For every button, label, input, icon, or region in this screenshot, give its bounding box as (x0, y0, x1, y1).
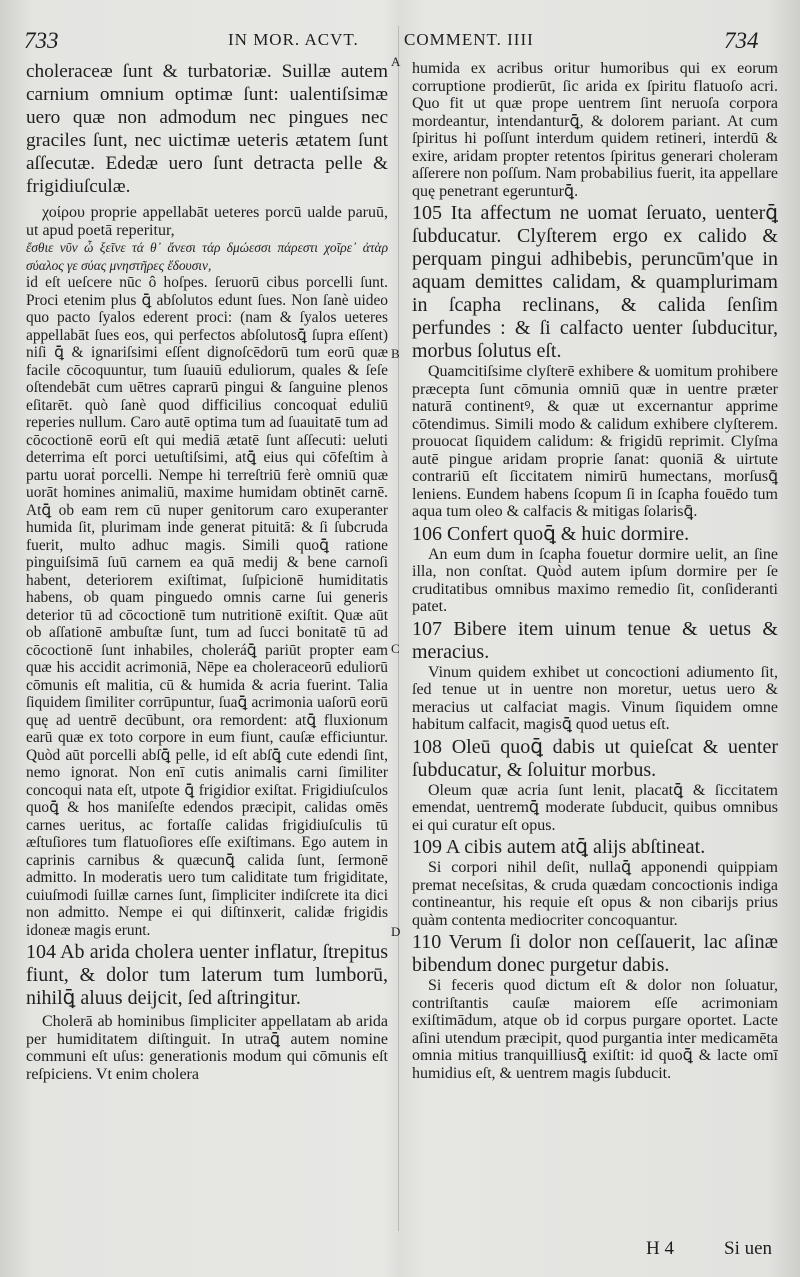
paragraph: χοίρου proprie appellabāt ueteres porcū ualde paruū, ut apud poetā reperitur, (26, 204, 388, 239)
margin-letter-b: B (391, 346, 400, 361)
right-running-title: COMMENT. IIII (404, 30, 534, 49)
lemma-105: 105 Ita affectum ne uomat ſeruato, uenterꝗ̄ ſubducatur. Clyſterem ergo ex calido & perquam pingui adhibebis, peruncūm'que in aquam demittes calidam, & quamplurimam in ſcapha reclinans, & calida ſenſim perfundes : & ſi calfacto uenter ſubducitur, morbus ſolutus eſt. (412, 202, 778, 362)
paragraph: humida ex acribus oritur humoribus qui ex eorum corruptione prodierūt, ſic arida ex ſpiritu flatuoſo acri. Quo fit ut quæ prope uentrem ſint neruoſa corpora mordeantur, intendanturꝗ̄, & dolorem pariant. At cum ſpiritus hi poſſunt interdum quidem retineri, interdū & exire, aridam propter retentos ſpiritus generari choleram aſſerere non poſſum. Nam probabilius fuerit, ita appellare quę penetrant egerunturꝗ̄. (412, 60, 778, 200)
catchword: Si uen (724, 1238, 773, 1259)
margin-letter-c: C (391, 641, 400, 656)
paragraph: Vinum quidem exhibet ut concoctioni adiumento ſit, ſed tenue ut in uentre non moretur, uetus uero & meracius ut calfaciat magis. Vinum ſiquidem omne habitum calfacit, magisꝗ̄ quod uetus eſt. (412, 663, 778, 733)
left-running-title: IN MOR. ACVT. (228, 30, 359, 49)
paragraph: id eſt ueſcere nūc ô hoſpes. ſeruorū cibus porcelli ſunt. Proci etenim plus ꝗ̄ abſolutos edunt ſues. Non ſanè uideo quo pacto ſyalos ederent proci: (nam & ſyalos ueteres appellabāt ſues eos, qui perfectos abſolutosꝗ̄ ſupra eſſent) niſi ꝗ̄ & ignariſsimi eſſent dignoſcēdorū tum eorū quæ facile cōcoquuntur, tum ſuauiū eduliorum, quales & ſeſe oſtendebāt cum uētres caprarū pingui & ſanguine plenos eſitarēt. quò ſanè quod difficilius concoquaṫ eduliū reperies nullum. Caro autē optima tum ad ſuauitatē tum ad cōcoctionē eorū eſt qui mediā ætatē ſunt aſſecuti: ueluti deterrima eſt porci uetuſtiſsimi, atꝗ̄ eius qui cōfeſtim à partu uoraṫ porcelli. Nempe hi terreſtriū ferè omniū quæ uorāt homines animaliū, maxime humidam obtinēt carnē. Atꝗ̄ ob eam rem cū nuper genitorum caro exuperanter humida ſit, plurimam inde generat pituitā: & ſi ſubcruda fuerit, multo adhuc magis. Simili quoꝗ̄ ratione pinguiſsimā ſuū carnem ea quā medij & bene carnoſi habent, deteriorem exiſtimat, ſuſpicionē humiditatis habens, ob quam pinguedo omnis carne ſui generis deterior tū ad cōcoctionē tum nutritionē exiſtit. Quæ aūt ob aſſationē ambuſtæ ſunt, tum ad ſucci bonitatē tū ad cōcoctionē ſunt inhabiles, choleráꝗ̄ pariūt propter eam quæ his accidit acrimoniā, Nēpe ea choleraceorū eduliorū cōmunis eſt malitia, cū & humida & acria fuerint. Talia ſiquidem ſimiliter corrūpuntur, ſuaꝗ̄ acrimonia uaſorū eorū quę ad uentrē decūbunt, ora remordent: atꝗ̄ fluxionum earū quæ ex toto corpore in eum fiunt, cauſæ efficiuntur. Quòd aūt porcelli abſꝗ̄ pelle, id eſt abſꝗ̄ cute edendi ſint, nemo ignorat. Non enī cutis animalis carni ſimiliter concoqui nata eſt, utpote ꝗ̄ frigidior exiſtat. Frigidiuſculos quoꝗ̄ & hos maniſeſte edendos præcipit, calidas omēs carnes ueritus, ac fortaſſe calidas frigidiuſculis tū æſtuſiores tum flatuoſiores eſſe exiſtimans. Ego autem in caprinis carnibus & quæcunꝗ̄ calida ſunt, ſermonē admitto. In moderatis uero tum caliditate tum frigiditate, cuiuſmodi ſuillæ carnes ſunt, ſimpliciter indiſcrete ita dici non admitto. Nempe ei qui diſtinxerit, calidæ frigidis idoneæ magis erunt. (26, 274, 388, 939)
lemma-107: 107 Bibere item uinum tenue & uetus & meracius. (412, 617, 778, 663)
right-column (412, 60, 778, 1082)
lemma-110: 110 Verum ſi dolor non ceſſauerit, lac aſinæ bibendum donec purgetur dabis. (412, 931, 778, 976)
left-page-number: 733 (24, 28, 59, 53)
margin-letter-d: D (391, 924, 401, 939)
left-column (26, 60, 388, 1083)
lemma-104: 104 Ab arida cholera uenter inflatur, ſtrepitus fiunt, & dolor tum laterum tum lumborū, nihilꝗ̄ aluus deijcit, ſed aſtringitur. (26, 941, 388, 1009)
paragraph: Si corpori nihil deſit, nullaꝗ̄ apponendi quippiam premat neceſsitas, & cruda quædam concoctionis indiga contineantur, his requie eſt opus & non cibarijs prius quàm contenta mediocriter concoquantur. (412, 859, 778, 929)
paragraph: Cholerā ab hominibus ſimpliciter appellatam ab arida per humiditatem diſtinguit. In utraꝗ̄ autem nomine communi eſt uſus: generationis modum qui cōmunis eſt reſpiciens. Vt enim cholera (26, 1013, 388, 1083)
lemma-109: 109 A cibis autem atꝗ̄ alijs abſtineat. (412, 836, 706, 858)
paragraph: Quamcitiſsime clyſterē exhibere & uomitum prohibere præcepta ſunt cōmunia omniū quæ in uentre præter naturā continentꝰ, & quæ ut excernantur apprime cōtendimus. Simili modo & calidum exhibere clyſterem. prouocat ſiquidem calidum: & frigidū reprimit. Clyſma autē pingue aridam proprie ſanat: quoniā & uirtute contrariū eſt ſiccitatem nimirū humectans, morſusꝗ̄ leniens. Eundem habens ſcopum ſi in ſcapha fouēdo tum aqua tum oleo & calfacis & mitigas ſolarisꝗ̄. (412, 363, 778, 520)
paragraph: An eum dum in ſcapha fouetur dormire uelit, an ſine illa, non conſtat. Quòd autem ipſum dormire per ſe cruditatibus omnibus maximo remedio ſit, conſideranti patet. (412, 545, 778, 615)
gutter-rule (398, 26, 399, 1231)
signature-mark: H 4 (646, 1238, 674, 1259)
paragraph: Si feceris quod dictum eſt & dolor non ſoluatur, contriſtantis cauſæ maiorem eſſe acrimoniam exiſtimādum, atque ob id corpus purgare oportet. Lacte aſini utendum præcipit, quod purgantia inter medicamēta omnia mitius tranquilliusꝗ̄ exiſtit: id quoꝗ̄ & lacte omī humidius eſt, & uentrem magis ſubducit. (412, 977, 778, 1082)
greek-quotation: ἔσθιε νῦν ὦ ξεῖνε τά θ᾽ ἄνεσι τάρ δμώεσσι πάρεστι χοῖρε᾽ ἀτὰρ σύαλος γε σύας μνηστῆρες ἔδουσιν, (26, 240, 388, 273)
lemma-108: 108 Oleū quoꝗ̄ dabis ut quieſcat & uenter ſubducatur, & ſoluitur morbus. (412, 735, 778, 781)
margin-letter-a: A (391, 54, 401, 69)
lemma-106: 106 Confert quoꝗ̄ & huic dormire. (412, 522, 690, 545)
paragraph: choleraceæ ſunt & turbatoriæ. Suillæ autem carnium omnium optimæ ſunt: ualentiſsimæ uero quæ non admodum nec pingues nec graciles ſunt, nec uictimæ ueteris ætatem ſunt aſſecutæ. Ededæ uero ſunt detracta pelle & frigidiuſculæ. (26, 61, 388, 197)
paragraph: Oleum quæ acria ſunt lenit, placatꝗ̄ & ſiccitatem emendat, uentremꝗ̄ moderate ſubducit, quibus omnibus ei qui curatur eſt opus. (412, 781, 778, 834)
right-page-number: 734 (724, 28, 759, 53)
